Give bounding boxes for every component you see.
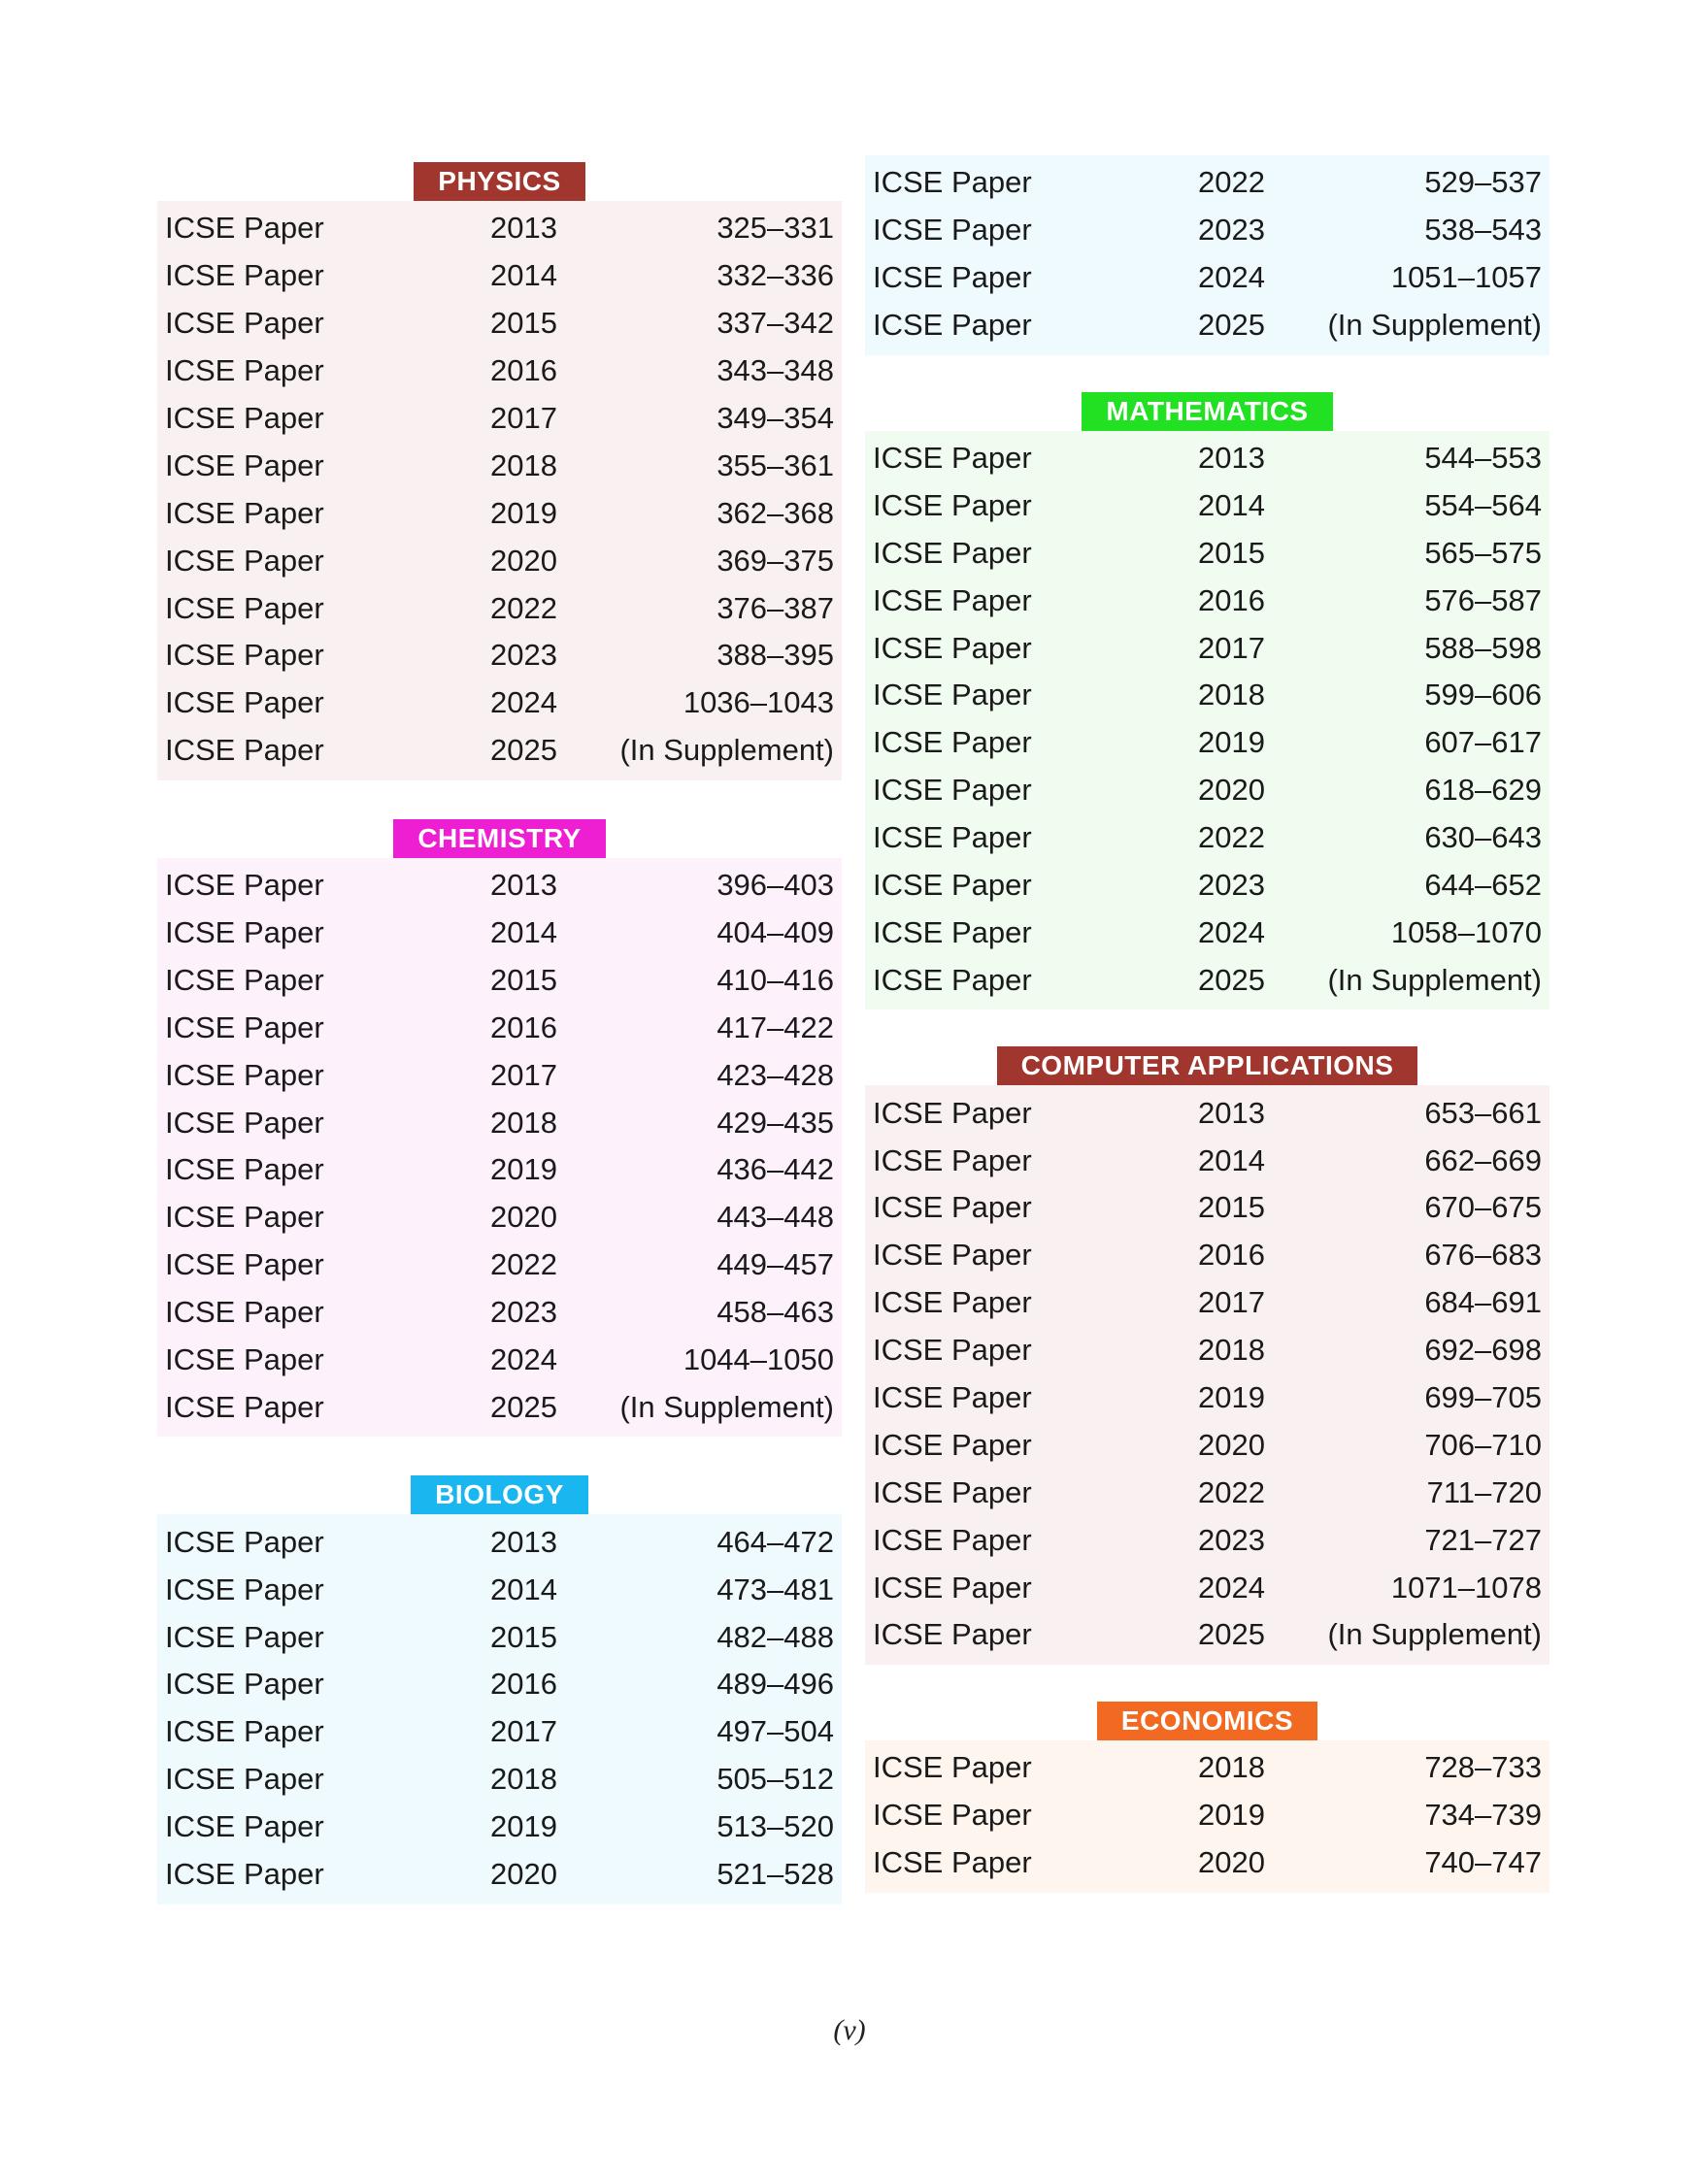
page-range: (In Supplement) [619, 1389, 834, 1424]
table-row [865, 1089, 1549, 1137]
paper-label: ICSE Paper [873, 213, 1032, 248]
table-row [865, 672, 1549, 719]
table-row [865, 1374, 1549, 1422]
table-row [157, 1803, 842, 1851]
paper-year: 2022 [1198, 1474, 1265, 1509]
paper-label: ICSE Paper [165, 1105, 324, 1140]
paper-label: ICSE Paper [873, 820, 1032, 855]
table-row [865, 302, 1549, 349]
page-range: 721–727 [1424, 1522, 1542, 1557]
table-row [865, 1516, 1549, 1564]
paper-label: ICSE Paper [873, 1474, 1032, 1509]
paper-year: 2015 [490, 962, 557, 997]
paper-label: ICSE Paper [165, 1762, 324, 1797]
paper-label: ICSE Paper [165, 1667, 324, 1702]
table-row [157, 1708, 842, 1756]
table-row [865, 909, 1549, 956]
page-range: 473–481 [716, 1572, 834, 1606]
page-range: 410–416 [716, 962, 834, 997]
paper-label: ICSE Paper [165, 1809, 324, 1844]
right-column [865, 155, 1549, 1893]
paper-label: ICSE Paper [873, 1750, 1032, 1785]
page-range: 429–435 [716, 1105, 834, 1140]
paper-label: ICSE Paper [873, 1522, 1032, 1557]
section-continued [865, 155, 1549, 355]
page-range: (In Supplement) [1327, 308, 1542, 343]
paper-year: 2023 [1198, 213, 1265, 248]
table-row [865, 1421, 1549, 1469]
table-row [157, 910, 842, 957]
paper-year: 2016 [490, 1009, 557, 1044]
table-row [157, 1099, 842, 1146]
paper-year: 2018 [490, 1762, 557, 1797]
table-row [157, 1051, 842, 1099]
page-range: (In Supplement) [619, 733, 834, 768]
section-rows [865, 1085, 1549, 1665]
table-row [157, 1566, 842, 1613]
page-range: 576–587 [1424, 582, 1542, 617]
paper-year: 2017 [1198, 1285, 1265, 1320]
page-range: 662–669 [1424, 1142, 1542, 1177]
table-row [865, 1232, 1549, 1279]
paper-year: 2024 [1198, 260, 1265, 295]
paper-year: 2025 [490, 1389, 557, 1424]
page-range: 349–354 [716, 401, 834, 435]
paper-label: ICSE Paper [873, 1380, 1032, 1415]
paper-label: ICSE Paper [873, 441, 1032, 475]
page-range: 529–537 [1424, 165, 1542, 200]
paper-label: ICSE Paper [165, 1342, 324, 1377]
table-row [157, 862, 842, 910]
table-row [865, 1469, 1549, 1516]
table-row [865, 1564, 1549, 1611]
table-row [157, 1337, 842, 1384]
paper-label: ICSE Paper [165, 1247, 324, 1282]
section-rows [157, 1514, 842, 1903]
page-range: 388–395 [716, 638, 834, 673]
paper-label: ICSE Paper [165, 401, 324, 435]
paper-year: 2013 [490, 211, 557, 246]
section-title: ECONOMICS [1097, 1702, 1317, 1740]
page-range: 521–528 [716, 1857, 834, 1892]
paper-year: 2022 [1198, 820, 1265, 855]
paper-label: ICSE Paper [873, 1427, 1032, 1462]
page-range: 497–504 [716, 1714, 834, 1749]
paper-year: 2023 [1198, 1522, 1265, 1557]
paper-label: ICSE Paper [165, 447, 324, 482]
paper-label: ICSE Paper [873, 1333, 1032, 1368]
table-row [157, 537, 842, 584]
paper-year: 2025 [1198, 308, 1265, 343]
paper-year: 2020 [490, 1200, 557, 1235]
paper-label: ICSE Paper [873, 582, 1032, 617]
paper-year: 2022 [490, 590, 557, 625]
paper-label: ICSE Paper [165, 1057, 324, 1092]
paper-year: 2019 [1198, 725, 1265, 760]
paper-label: ICSE Paper [873, 678, 1032, 712]
paper-label: ICSE Paper [873, 260, 1032, 295]
paper-label: ICSE Paper [873, 725, 1032, 760]
paper-label: ICSE Paper [873, 914, 1032, 949]
page-range: 728–733 [1424, 1750, 1542, 1785]
table-row [157, 300, 842, 347]
page-range: 1058–1070 [1390, 914, 1542, 949]
paper-year: 2020 [1198, 1427, 1265, 1462]
left-column [157, 158, 842, 1904]
page-range: 653–661 [1424, 1095, 1542, 1130]
paper-year: 2025 [490, 733, 557, 768]
paper-label: ICSE Paper [165, 353, 324, 388]
table-row [157, 1383, 842, 1431]
paper-year: 2024 [1198, 914, 1265, 949]
paper-label: ICSE Paper [873, 1238, 1032, 1273]
paper-year: 2019 [1198, 1380, 1265, 1415]
paper-label: ICSE Paper [165, 915, 324, 950]
section-header-wrap [157, 158, 842, 201]
section-title: COMPUTER APPLICATIONS [997, 1046, 1418, 1085]
table-row [157, 1241, 842, 1289]
table-row [157, 252, 842, 300]
page-range: 684–691 [1424, 1285, 1542, 1320]
paper-label: ICSE Paper [165, 638, 324, 673]
table-row [865, 956, 1549, 1004]
paper-label: ICSE Paper [165, 543, 324, 578]
page-range: 396–403 [716, 868, 834, 903]
page-range: 489–496 [716, 1667, 834, 1702]
paper-year: 2022 [490, 1247, 557, 1282]
table-row [157, 584, 842, 632]
table-row [865, 1327, 1549, 1374]
paper-label: ICSE Paper [873, 487, 1032, 522]
paper-year: 2014 [1198, 487, 1265, 522]
page-range: 1071–1078 [1390, 1570, 1542, 1605]
table-row [865, 1137, 1549, 1184]
page-range: 362–368 [716, 495, 834, 530]
paper-label: ICSE Paper [165, 211, 324, 246]
table-row [865, 529, 1549, 577]
paper-label: ICSE Paper [873, 165, 1032, 200]
paper-year: 2015 [490, 1619, 557, 1654]
page-range: 369–375 [716, 543, 834, 578]
page-range: 325–331 [716, 211, 834, 246]
page-number: (v) [833, 2014, 866, 2046]
table-row [157, 489, 842, 537]
table-row [157, 1756, 842, 1803]
paper-year: 2018 [490, 447, 557, 482]
paper-year: 2019 [490, 1809, 557, 1844]
page-range: 464–472 [716, 1524, 834, 1559]
paper-label: ICSE Paper [165, 962, 324, 997]
paper-label: ICSE Paper [873, 962, 1032, 997]
paper-label: ICSE Paper [873, 1095, 1032, 1130]
paper-year: 2022 [1198, 165, 1265, 200]
section-header-wrap [157, 1472, 842, 1514]
page-range: 692–698 [1424, 1333, 1542, 1368]
table-row [157, 205, 842, 252]
paper-year: 2018 [1198, 1333, 1265, 1368]
table-row [157, 395, 842, 443]
section-economics [865, 1698, 1549, 1893]
paper-year: 2025 [1198, 1617, 1265, 1652]
paper-year: 2018 [1198, 678, 1265, 712]
page-range: 676–683 [1424, 1238, 1542, 1273]
table-row [865, 159, 1549, 207]
page-range: 599–606 [1424, 678, 1542, 712]
paper-label: ICSE Paper [873, 1798, 1032, 1833]
paper-label: ICSE Paper [873, 1570, 1032, 1605]
table-row [865, 1184, 1549, 1232]
paper-year: 2024 [490, 685, 557, 720]
paper-label: ICSE Paper [165, 1295, 324, 1330]
table-row [865, 1611, 1549, 1659]
table-row [865, 814, 1549, 862]
paper-year: 2016 [490, 1667, 557, 1702]
page-range: 482–488 [716, 1619, 834, 1654]
paper-year: 2013 [1198, 1095, 1265, 1130]
page-range: 538–543 [1424, 213, 1542, 248]
paper-year: 2019 [490, 495, 557, 530]
section-header-wrap [157, 815, 842, 858]
table-row [865, 1744, 1549, 1792]
page-range: 1044–1050 [683, 1342, 834, 1377]
paper-year: 2015 [1198, 535, 1265, 570]
page-range: 376–387 [716, 590, 834, 625]
paper-year: 2014 [1198, 1142, 1265, 1177]
paper-year: 2023 [490, 1295, 557, 1330]
section-rows [157, 201, 842, 780]
paper-label: ICSE Paper [165, 1619, 324, 1654]
paper-label: ICSE Paper [165, 590, 324, 625]
section-rows [865, 155, 1549, 355]
section-title: PHYSICS [414, 162, 584, 201]
section-mathematics [865, 388, 1549, 1010]
page-range: (In Supplement) [1327, 1617, 1542, 1652]
section-title: BIOLOGY [411, 1475, 588, 1514]
page-range: 670–675 [1424, 1190, 1542, 1225]
paper-year: 2016 [1198, 582, 1265, 617]
table-row [157, 632, 842, 679]
table-row [157, 1146, 842, 1194]
paper-label: ICSE Paper [165, 1857, 324, 1892]
page-range: 711–720 [1426, 1474, 1542, 1509]
paper-year: 2019 [1198, 1798, 1265, 1833]
paper-label: ICSE Paper [165, 1714, 324, 1749]
paper-label: ICSE Paper [873, 630, 1032, 665]
table-row [157, 1289, 842, 1337]
page-range: 618–629 [1424, 773, 1542, 808]
table-row [157, 442, 842, 489]
paper-year: 2013 [490, 1524, 557, 1559]
table-row [865, 1279, 1549, 1327]
page-range: 513–520 [716, 1809, 834, 1844]
paper-year: 2017 [1198, 630, 1265, 665]
paper-label: ICSE Paper [165, 685, 324, 720]
paper-year: 2014 [490, 915, 557, 950]
page-range: 404–409 [716, 915, 834, 950]
paper-year: 2023 [490, 638, 557, 673]
paper-year: 2014 [490, 258, 557, 293]
page-range: 588–598 [1424, 630, 1542, 665]
paper-year: 2016 [1198, 1238, 1265, 1273]
page-range: (In Supplement) [1327, 962, 1542, 997]
paper-label: ICSE Paper [873, 535, 1032, 570]
paper-year: 2025 [1198, 962, 1265, 997]
section-biology [157, 1472, 842, 1903]
page-range: 343–348 [716, 353, 834, 388]
section-physics [157, 158, 842, 780]
paper-label: ICSE Paper [873, 1845, 1032, 1880]
section-rows [865, 431, 1549, 1010]
page-range: 436–442 [716, 1152, 834, 1187]
paper-year: 2020 [490, 543, 557, 578]
table-row [157, 1661, 842, 1708]
page-range: 699–705 [1424, 1380, 1542, 1415]
section-title: CHEMISTRY [393, 819, 605, 858]
paper-label: ICSE Paper [165, 306, 324, 341]
table-row [865, 767, 1549, 814]
paper-year: 2023 [1198, 868, 1265, 903]
paper-year: 2024 [490, 1342, 557, 1377]
paper-label: ICSE Paper [165, 1152, 324, 1187]
paper-year: 2013 [1198, 441, 1265, 475]
page-range: 443–448 [716, 1200, 834, 1235]
paper-label: ICSE Paper [165, 1524, 324, 1559]
section-rows [865, 1740, 1549, 1893]
section-chemistry [157, 815, 842, 1438]
table-row [865, 719, 1549, 767]
page-range: 1051–1057 [1390, 260, 1542, 295]
paper-label: ICSE Paper [873, 1285, 1032, 1320]
page-range: 554–564 [1424, 487, 1542, 522]
page-range: 740–747 [1424, 1845, 1542, 1880]
table-row [865, 577, 1549, 624]
table-row [865, 254, 1549, 302]
page-range: 734–739 [1424, 1798, 1542, 1833]
section-rows [157, 858, 842, 1438]
paper-label: ICSE Paper [165, 495, 324, 530]
page-range: 607–617 [1424, 725, 1542, 760]
paper-year: 2020 [1198, 773, 1265, 808]
table-row [157, 679, 842, 727]
page-range: 449–457 [716, 1247, 834, 1282]
table-row [157, 1194, 842, 1241]
page-range: 423–428 [716, 1057, 834, 1092]
paper-year: 2015 [1198, 1190, 1265, 1225]
paper-label: ICSE Paper [873, 308, 1032, 343]
page-range: 644–652 [1424, 868, 1542, 903]
page-range: 1036–1043 [683, 685, 834, 720]
table-row [865, 624, 1549, 672]
paper-label: ICSE Paper [165, 733, 324, 768]
paper-label: ICSE Paper [873, 1142, 1032, 1177]
paper-label: ICSE Paper [165, 1572, 324, 1606]
paper-year: 2015 [490, 306, 557, 341]
table-row [157, 956, 842, 1004]
paper-year: 2024 [1198, 1570, 1265, 1605]
page-range: 706–710 [1424, 1427, 1542, 1462]
section-header-wrap [865, 1042, 1549, 1085]
table-row [157, 1518, 842, 1566]
paper-year: 2017 [490, 401, 557, 435]
paper-label: ICSE Paper [165, 1009, 324, 1044]
paper-year: 2020 [490, 1857, 557, 1892]
paper-label: ICSE Paper [873, 868, 1032, 903]
table-row [865, 1839, 1549, 1887]
paper-year: 2018 [490, 1105, 557, 1140]
section-computer-applications [865, 1042, 1549, 1665]
paper-label: ICSE Paper [873, 1190, 1032, 1225]
paper-year: 2019 [490, 1152, 557, 1187]
page-range: 544–553 [1424, 441, 1542, 475]
table-row [157, 1004, 842, 1051]
page-range: 337–342 [716, 306, 834, 341]
page-range: 458–463 [716, 1295, 834, 1330]
paper-year: 2017 [490, 1714, 557, 1749]
page-range: 505–512 [716, 1762, 834, 1797]
paper-label: ICSE Paper [165, 258, 324, 293]
table-row [865, 862, 1549, 910]
section-header-wrap [865, 1698, 1549, 1740]
table-row [157, 1851, 842, 1899]
paper-label: ICSE Paper [165, 1200, 324, 1235]
page-range: 565–575 [1424, 535, 1542, 570]
paper-year: 2014 [490, 1572, 557, 1606]
page-range: 332–336 [716, 258, 834, 293]
paper-year: 2018 [1198, 1750, 1265, 1785]
paper-label: ICSE Paper [165, 868, 324, 903]
table-row [157, 727, 842, 775]
section-header-wrap [865, 388, 1549, 431]
table-row [865, 1792, 1549, 1839]
paper-label: ICSE Paper [873, 773, 1032, 808]
section-title: MATHEMATICS [1082, 392, 1332, 431]
paper-year: 2013 [490, 868, 557, 903]
page-range: 417–422 [716, 1009, 834, 1044]
table-row [865, 481, 1549, 529]
paper-label: ICSE Paper [165, 1389, 324, 1424]
page-range: 355–361 [716, 447, 834, 482]
table-row [865, 207, 1549, 254]
table-row [157, 347, 842, 395]
table-row [157, 1613, 842, 1661]
page-range: 630–643 [1424, 820, 1542, 855]
paper-year: 2016 [490, 353, 557, 388]
table-row [865, 435, 1549, 482]
paper-label: ICSE Paper [873, 1617, 1032, 1652]
paper-year: 2017 [490, 1057, 557, 1092]
paper-year: 2020 [1198, 1845, 1265, 1880]
